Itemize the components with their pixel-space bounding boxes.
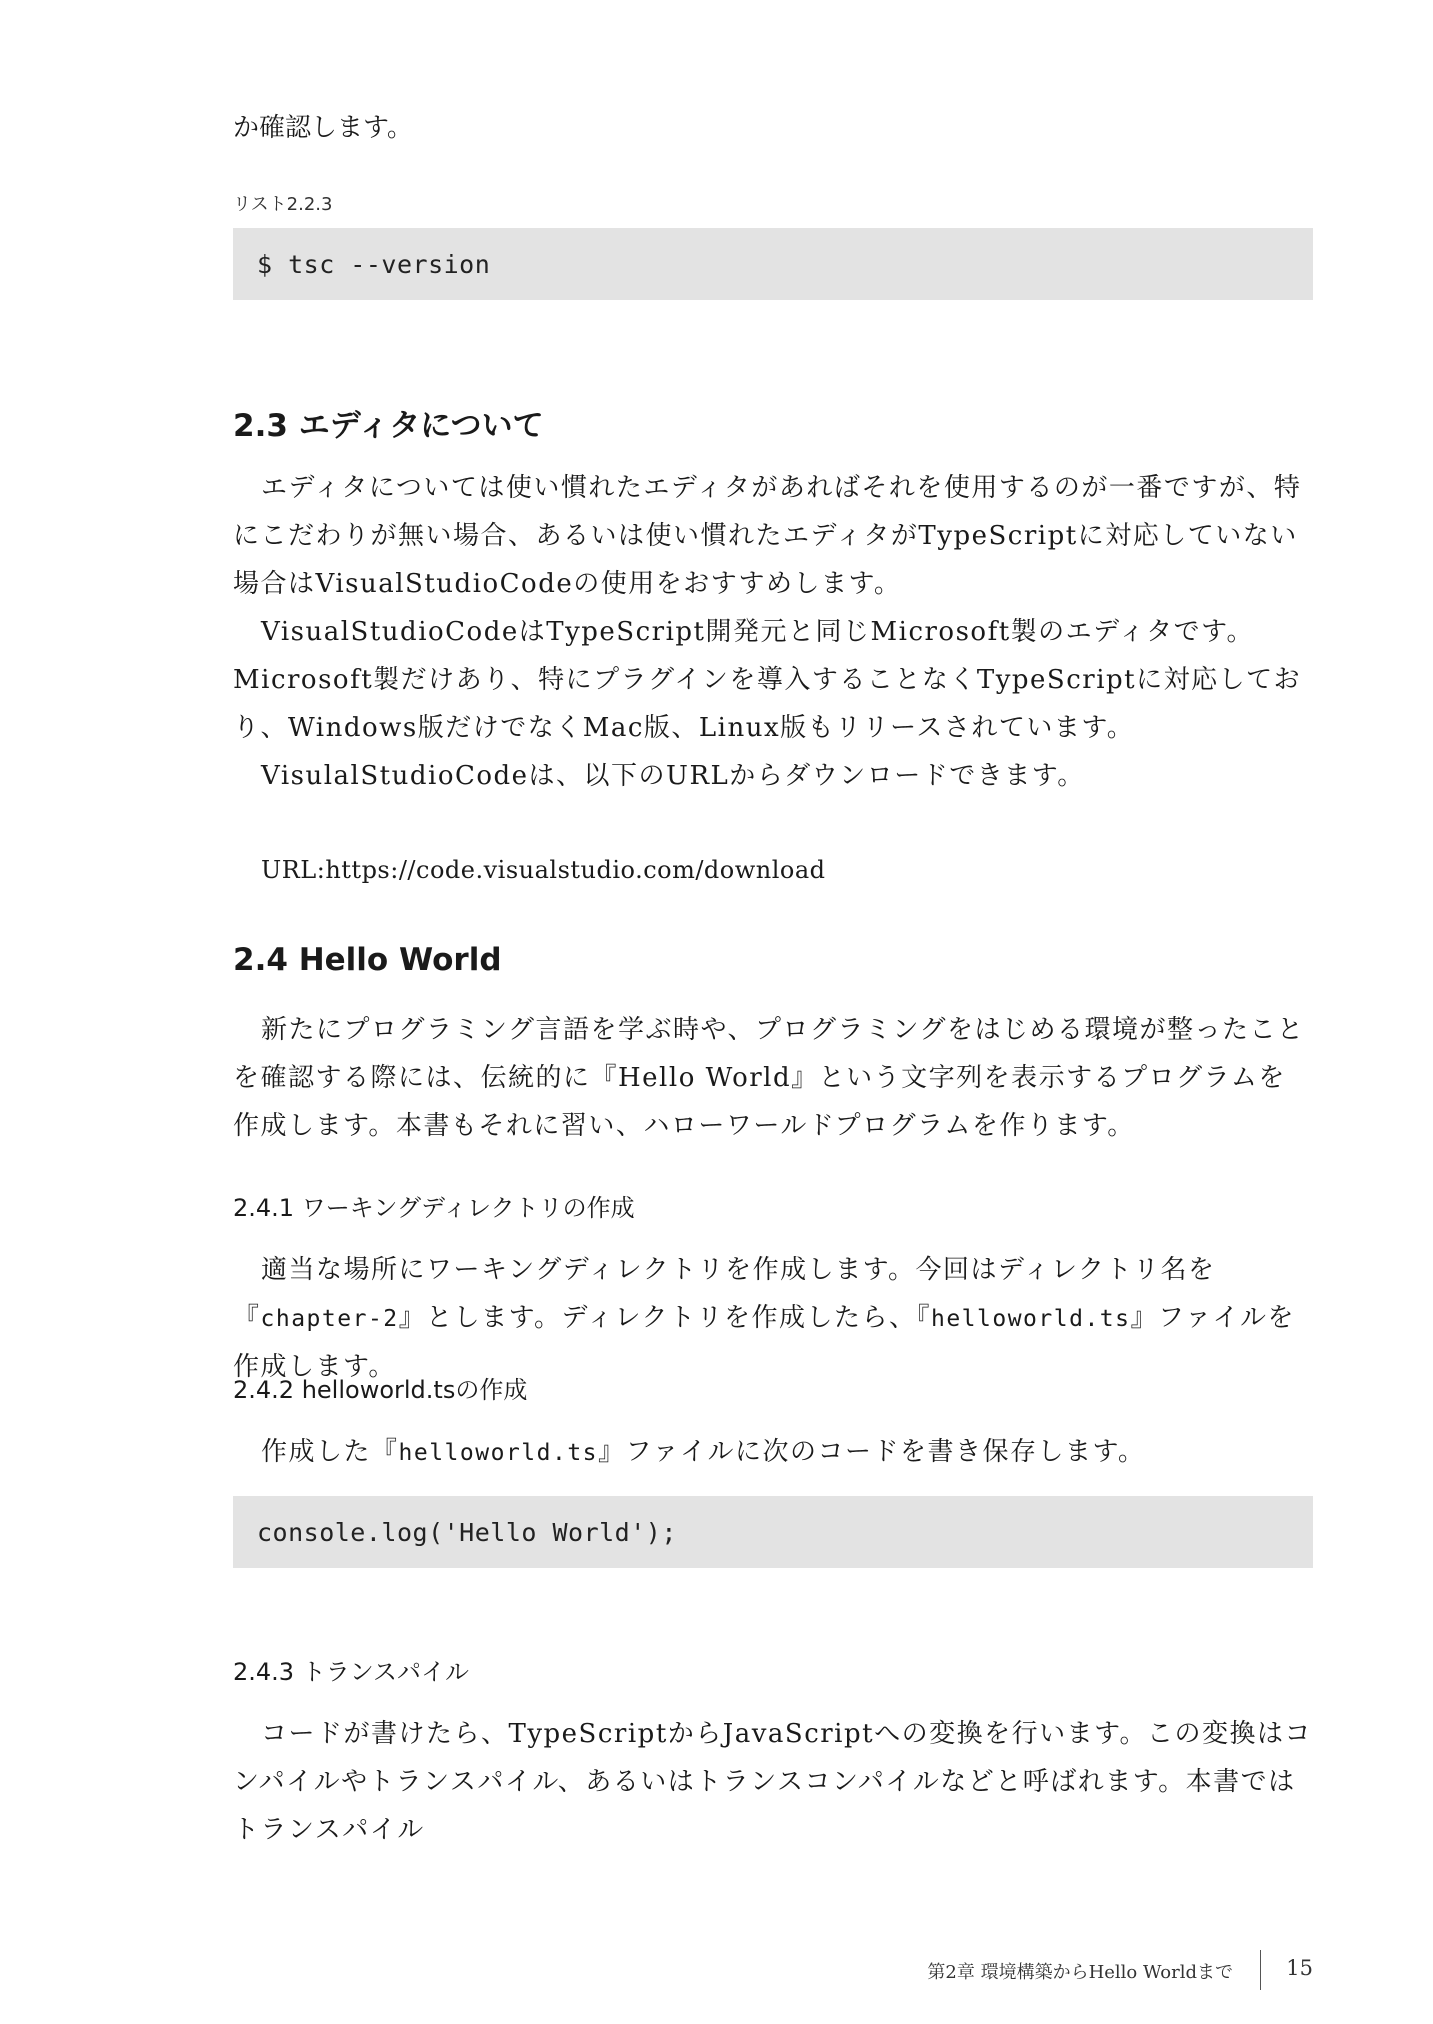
download-url: URL:https://code.visualstudio.com/download bbox=[261, 856, 826, 884]
paragraph bbox=[233, 1428, 1313, 1477]
footer-divider bbox=[1260, 1950, 1261, 1990]
code-text: console.log('Hello World'); bbox=[257, 1517, 677, 1547]
paragraph: コードが書けたら、TypeScriptからJavaScriptへの変換を行います。この変換はコンパイルやトランスパイル、あるいはトランスコンパイルなどと呼ばれます。本書ではトランスパイル bbox=[233, 1719, 1313, 1845]
text-segment: 』ファイルに次のコードを書き保存します。 bbox=[598, 1437, 1146, 1467]
text-segment: 作成した『 bbox=[261, 1437, 399, 1467]
footer-chapter-title: 第2章 環境構築からHello Worldまで bbox=[927, 1962, 1233, 1983]
subsection-heading-2-4-2: 2.4.2 helloworld.tsの作成 bbox=[233, 1376, 528, 1404]
page-number: 15 bbox=[1286, 1956, 1313, 1980]
paragraph: エディタについては使い慣れたエディタがあればそれを使用するのが一番ですが、特にこだわりが無い場合、あるいは使い慣れたエディタがTypeScriptに対応していない場合はVisualStudioCodeの使用をおすすめします。 bbox=[233, 473, 1302, 599]
code-text: $ tsc --version bbox=[257, 249, 491, 279]
inline-code-filename: helloworld.ts bbox=[398, 1440, 599, 1466]
code-block-version bbox=[233, 228, 1313, 300]
subsection-heading-2-4-3: 2.4.3 トランスパイル bbox=[233, 1658, 469, 1686]
paragraph: VisualStudioCodeはTypeScript開発元と同じMicrosoft製のエディタです。Microsoft製だけあり、特にプラグインを導入することなくTypeScriptに対応しており、Windows版だけでなくMac版、Linux版もリリースされています。 bbox=[233, 617, 1302, 743]
subsection-heading-2-4-1: 2.4.1 ワーキングディレクトリの作成 bbox=[233, 1194, 635, 1222]
inline-code-dirname: chapter-2 bbox=[260, 1306, 399, 1332]
section-heading-2-3: 2.3 エディタについて bbox=[233, 408, 544, 444]
section-2-3-body bbox=[233, 464, 1313, 800]
code-block-console-log bbox=[233, 1496, 1313, 1568]
paragraph: 新たにプログラミング言語を学ぶ時や、プログラミングをはじめる環境が整ったことを確認する際には、伝統的に『Hello World』という文字列を表示するプログラムを作成します。本書もそれに習い、ハローワールドプログラムを作ります。 bbox=[233, 1015, 1305, 1141]
intro-line: か確認します。 bbox=[233, 113, 413, 143]
text-segment: 』とします。ディレクトリを作成したら、『 bbox=[398, 1303, 931, 1333]
section-2-4-body bbox=[233, 1006, 1313, 1150]
paragraph: VisulalStudioCodeは、以下のURLからダウンロードできます。 bbox=[261, 761, 1085, 791]
text-segment: 適当な場所にワーキングディレクトリを作成します。今回はディレクトリ名を『 bbox=[233, 1255, 1216, 1333]
page-footer bbox=[900, 1950, 1313, 1990]
subsection-2-4-2-body bbox=[233, 1428, 1313, 1477]
inline-code-filename: helloworld.ts bbox=[930, 1306, 1131, 1332]
text-segment: 』ファイルを作成します。 bbox=[233, 1303, 1295, 1382]
subsection-2-4-3-body bbox=[233, 1710, 1313, 1854]
listing-caption: リスト2.2.3 bbox=[233, 194, 333, 215]
section-heading-2-4: 2.4 Hello World bbox=[233, 942, 502, 978]
